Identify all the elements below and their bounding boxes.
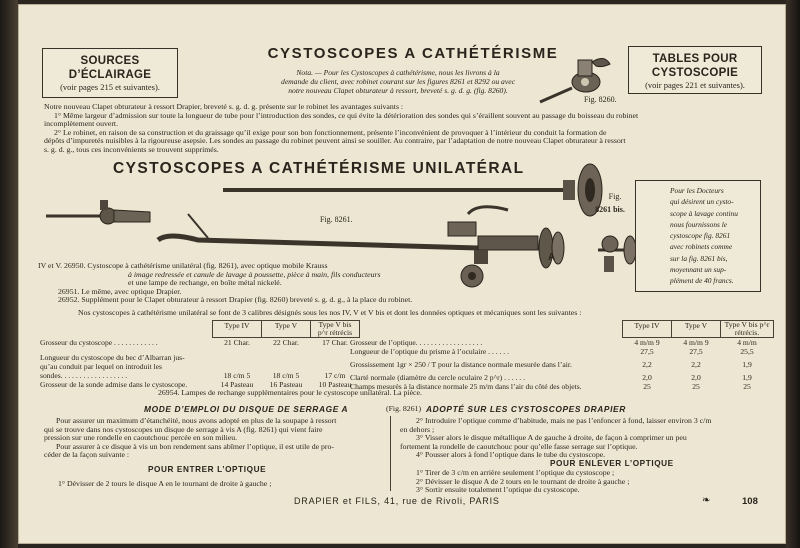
- tl-label-4: Grosseur de la sonde admise dans le cystoscope.: [40, 380, 188, 389]
- remove-optic-title: POUR ENLEVER L’OPTIQUE: [550, 459, 674, 468]
- tr-label-2: Grossissement 1gr × 250 / T pour la distance normale mesurée dans l’air.: [350, 360, 572, 369]
- item-26950: IV et V. 26950. Cystoscope à cathétérisme unilatéral (fig. 8261), avec optique mobile Krauss: [38, 261, 328, 270]
- ad-line-2: qui désirent un cysto-: [670, 197, 734, 207]
- remove-step-1: 1° Tirer de 3 c/m en arrière seulement l’optique du cystoscope ;: [416, 468, 615, 477]
- tl-label-0: Grosseur du cystoscope . . . . . . . . . . . .: [40, 337, 158, 347]
- column-divider: [390, 416, 391, 491]
- publisher-footer: DRAPIER et FILS, 41, rue de Rivoli, PARIS: [294, 496, 500, 506]
- tr-cell: 27,5: [689, 347, 703, 356]
- table-row: [348, 373, 774, 382]
- fig-8261-label: Fig. 8261.: [320, 215, 353, 224]
- ad-line-5: cystoscope fig. 8261: [670, 231, 731, 241]
- tl-label-3: sondes. . . . . . . . . . . . . . . . . .: [40, 371, 128, 380]
- tr-cell: 2,2: [691, 360, 701, 369]
- intro-line-6: s. g. d. g., tous ces inconvénients se trouvent supprimés.: [44, 144, 219, 154]
- tl-cell: 18 c/m 5: [272, 371, 300, 380]
- left-p2: qui se trouve dans nos cystoscopes un disque de serrage à vis A (fig. 8261) qui vient faire: [44, 424, 323, 434]
- table-row: [38, 362, 360, 371]
- enter-optic-title: POUR ENTRER L’OPTIQUE: [148, 465, 267, 474]
- label-A: A: [548, 252, 556, 263]
- item-26952: 26952. Supplément pour le Clapet obturateur à ressort Drapier (fig. 8260) breveté s. g. d. g., à la place du robinet.: [58, 295, 413, 305]
- fig-8261bis-b: 8261 bis.: [595, 205, 625, 214]
- table-row: [348, 338, 774, 348]
- ad-line-7: sur la fig. 8261 bis,: [670, 253, 728, 263]
- table-row: [38, 338, 360, 348]
- fig-8261bis-label: [595, 190, 632, 216]
- nota-line-1: Nota. — Pour les Cystoscopes à cathétérisme, nous les livrons à la: [296, 68, 500, 77]
- item-26950-line-3: et une lampe de rechange, en boîte métal nickelé.: [128, 278, 282, 288]
- tl-cell: 21 Char.: [224, 338, 250, 347]
- tr-cell: 2,2: [642, 360, 652, 369]
- tl-cell: 17 Char.: [322, 338, 348, 347]
- tr-cell: 2,0: [691, 373, 701, 382]
- nota-line-3: notre nouveau Clapet obturateur à ressort, breveté s. g. d. g. (fig. 8260).: [288, 86, 508, 95]
- tl-label-1: Longueur du cystoscope du bec d’Albarran jus-: [40, 353, 185, 362]
- intro-line-3: incomplètement ouvert.: [44, 119, 119, 129]
- nota-text: [248, 68, 548, 95]
- remove-step-3: 3° Sortir ensuite totalement l’optique du cystoscope.: [416, 485, 580, 495]
- left-column: [44, 417, 388, 460]
- mode-fig: (Fig. 8261): [386, 404, 422, 413]
- continuous-lavage-box: [635, 180, 761, 292]
- tr-cell: 4 m/m 9: [683, 338, 709, 347]
- right-column: [400, 417, 766, 460]
- tl-cell: 17 c/m: [324, 371, 346, 380]
- tr-cell: 25,5: [740, 347, 754, 356]
- right-p2: en dehors ;: [400, 424, 435, 434]
- tr-cell: 25: [643, 382, 651, 391]
- right-p5: 4° Pousser alors à fond l’optique dans le tube du cystoscope.: [416, 450, 606, 460]
- tr-cell: 1,9: [742, 373, 752, 382]
- tl-label-2: qu’au conduit par lequel on introduit les: [40, 362, 162, 371]
- book-spine: [0, 0, 18, 548]
- table-row: [348, 347, 774, 356]
- left-p5: céder de la façon suivante :: [44, 450, 130, 460]
- intro-line-4: 2° Le robinet, en raison de sa construction et du graissage qu’il exige pour son bon fonctionnement, présente l’inconvénient de provoquer à l’intérieur du conduit la formation de: [54, 127, 607, 137]
- intro-line-2: 1° Même largeur d’admission sur toute la longueur de tube pour l’introduction des sondes, ce qui évite la détérioration des sondes qui s’éraillent souvent au passage du boisseau du robinet: [54, 110, 639, 120]
- ad-text: [670, 185, 756, 287]
- ad-line-9: plément de 40 francs.: [670, 276, 734, 286]
- tables-title-2: CYSTOSCOPIE: [651, 67, 739, 79]
- table-row: [38, 347, 360, 362]
- tl-cell: 22 Char.: [273, 338, 299, 347]
- tl-cell: 10 Pasteau: [318, 380, 352, 389]
- lampes-text: 26954. Lampes de rechange supplémentaires pour le cystoscope unilatéral. La pièce.: [158, 388, 422, 397]
- table-right: [348, 320, 774, 391]
- fig-8261bis-a: Fig.: [608, 192, 622, 201]
- item-26950-line-2: à image redressée et canule de lavage à poussette, pièce à main, fils conducteurs: [128, 269, 381, 279]
- right-p1: 2° Introduire l’optique comme d’habitude, mais ne pas l’enfoncer à fond, laisser environ 3 c/m: [416, 416, 712, 425]
- remove-steps: [416, 469, 629, 495]
- ad-line-6: avec robinets comme: [670, 242, 733, 252]
- calibres-text: Nos cystoscopes à cathétérisme unilatéral se font de 3 calibres désignés sous les nos IV, V et V bis et dont les données optiques et mécaniques sont les suivantes :: [78, 308, 582, 317]
- right-p4: fortement la rondelle de caoutchouc pour qu’elle fasse serrage sur l’optique.: [400, 441, 638, 451]
- tl-header-0: Type IV: [213, 321, 262, 338]
- ornament-icon: ❧: [702, 495, 711, 506]
- tl-cell: 18 c/m 5: [223, 371, 251, 380]
- sources-sub: (voir pages 215 et suivantes).: [60, 82, 160, 92]
- page-number: 108: [742, 496, 758, 507]
- table-row: [38, 371, 360, 380]
- ad-line-1: Pour les Docteurs: [670, 186, 724, 195]
- page-edge: [786, 0, 800, 548]
- sources-box: [42, 48, 178, 98]
- ad-line-4: nous fournissons le: [670, 219, 728, 229]
- sources-title-2: D’ÉCLAIRAGE: [68, 69, 152, 81]
- tr-cell: 1,9: [742, 360, 752, 369]
- ad-line-3: scope à lavage continu: [670, 208, 738, 218]
- catalog-page: [18, 4, 786, 544]
- left-p3: pression sur une rondelle en caoutchouc percée en son milieu.: [44, 433, 238, 443]
- tables-sub: (voir pages 221 et suivantes).: [645, 80, 745, 90]
- item-26951: 26951. Le même, avec optique Drapier.: [58, 286, 182, 296]
- left-p1: Pour assurer un maximum d’étanchéité, nous avons adopté en plus de la soupape à ressort: [56, 416, 337, 425]
- unilateral-title: CYSTOSCOPES A CATHÉTÉRISME UNILATÉRAL: [113, 160, 525, 177]
- tr-header-1: Type V: [672, 321, 721, 338]
- left-p4: Pour assurer à ce disque à vis un bon rendement sans abîmer l’optique, il est utile de pro-: [56, 441, 335, 451]
- tr-header-0: Type IV: [623, 321, 672, 338]
- tr-label-3: Clarté normale (diamètre du cercle oculaire 2 p^r) . . . . . .: [350, 373, 525, 382]
- intro-line-1: Notre nouveau Clapet obturateur à ressort Drapier, breveté s. g. d. g. présente sur le robinet les avantages suivants :: [44, 102, 404, 111]
- fig-8260-label: Fig. 8260.: [584, 95, 617, 104]
- right-p3: 3° Visser alors le disque métallique A de gauche à droite, de façon à comprimer un peu: [416, 433, 687, 443]
- main-title: CYSTOSCOPES A CATHÉTÉRISME: [267, 45, 559, 62]
- tables-box: [628, 46, 762, 94]
- sources-title-1: SOURCES: [80, 55, 140, 67]
- tl-cell: 16 Pasteau: [269, 380, 303, 389]
- enter-step-1: 1° Dévisser de 2 tours le disque A en le tournant de droite à gauche ;: [58, 479, 272, 488]
- tr-cell: 2,0: [642, 373, 652, 382]
- table-left: [38, 320, 360, 389]
- intro-line-5: dépôts d’impuretés nuisibles à la rigoureuse asepsie. Les sondes au passage du robinet peuvent ainsi se souiller. Au contraire, par l’adaptation de notre nouveau Clapet obturateur à ressort: [44, 136, 626, 146]
- tr-cell: 4 m/m 9: [634, 338, 660, 347]
- nota-line-2: demande du client, avec robinet courant sur les figures 8261 et 8292 ou avec: [281, 77, 515, 86]
- tl-header-2: Type V bis p^r rétrécis: [311, 321, 360, 338]
- tr-label-0: Grosseur de l’optique. . . . . . . . . . . . . . . . . .: [350, 337, 483, 347]
- adopte-title: ADOPTÉ SUR LES CYSTOSCOPES DRAPIER: [426, 404, 626, 414]
- tl-cell: 14 Pasteau: [220, 380, 254, 389]
- remove-step-2: 2° Dévisser le disque A de 2 tours en le tournant de droite à gauche ;: [416, 476, 630, 486]
- tr-label-4: Champs mesurés à la distance normale 25 m/m dans l’air du côté des objets.: [350, 382, 582, 391]
- intro-text: [44, 103, 764, 155]
- ad-line-8: moyennant un sup-: [670, 265, 727, 275]
- tr-header-2: Type V bis p^r rétrécis.: [721, 321, 774, 338]
- tl-header-1: Type V: [262, 321, 311, 338]
- table-row: [348, 356, 774, 373]
- tables-title-1: TABLES POUR: [652, 53, 738, 65]
- mode-title: MODE D’EMPLOI DU DISQUE DE SERRAGE A: [144, 404, 349, 414]
- tr-cell: 25: [743, 382, 751, 391]
- items-list: [38, 262, 598, 305]
- tr-cell: 25: [692, 382, 700, 391]
- tr-label-1: Longueur de l’optique du prisme à l’oculaire . . . . . .: [350, 347, 510, 356]
- tr-cell: 27,5: [640, 347, 654, 356]
- tr-cell: 4 m/m: [737, 338, 757, 347]
